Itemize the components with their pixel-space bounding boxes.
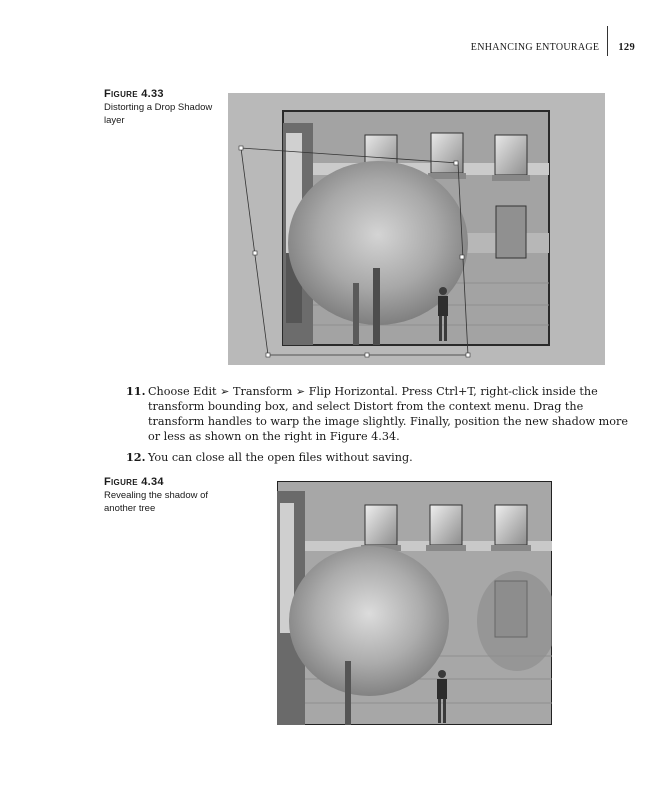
step-item: [126, 450, 630, 465]
step-item: [126, 384, 630, 444]
step-text: You can close all the open files without saving.: [148, 451, 413, 464]
figure-4-33-image: [228, 93, 605, 365]
figure-4-34-caption: [104, 476, 214, 515]
figure-caption-text: Revealing the shadow of another tree: [104, 490, 209, 514]
figure-caption-text: Distorting a Drop Shadow layer: [104, 102, 213, 126]
step-number: 11.: [126, 384, 146, 398]
header-divider: [607, 26, 608, 56]
figure-4-34-image: [277, 481, 552, 725]
step-number: 12.: [126, 450, 146, 464]
figure-label: Figure 4.34: [104, 476, 164, 488]
step-text: Choose Edit ➢ Transform ➢ Flip Horizontal. Press Ctrl+T, right-click inside the transform bounding box, and select Distort from the context menu. Drag the transform handles to warp the image slightly. Finally, position the new shadow more or less as shown on the right in Figure 4.34.: [148, 385, 628, 443]
figure-4-33-caption: [104, 88, 214, 127]
building-scene-with-shadow-illustration: [277, 481, 552, 725]
instruction-steps: [126, 384, 630, 471]
section-title: ENHANCING ENTOURAGE: [470, 41, 600, 53]
figure-label: Figure 4.33: [104, 88, 164, 100]
building-scene-illustration: [228, 93, 605, 365]
page-number: 129: [618, 41, 635, 53]
running-header: [471, 38, 635, 56]
